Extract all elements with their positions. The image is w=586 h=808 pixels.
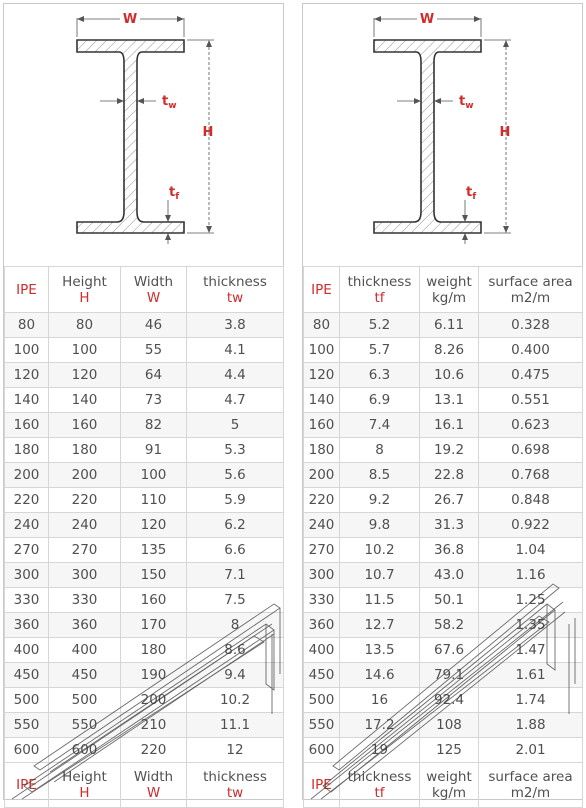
cell-thickness-tw: 12 [187,738,284,763]
cell-width: 64 [121,363,187,388]
table-row [304,488,583,513]
table-row [304,688,583,713]
table-footer-row [5,763,284,808]
cell-width: 91 [121,438,187,463]
table-row [5,413,284,438]
table-row [5,738,284,763]
header-surface-area: surface area m2/m [479,267,583,313]
table-row [304,463,583,488]
cell-surface-area: 1.88 [479,713,583,738]
tf-sub: f [175,192,180,202]
cell-height: 140 [49,388,121,413]
cell-weight: 22.8 [420,463,479,488]
left-panel [3,3,284,800]
svg-text:tf [169,185,179,202]
cell-surface-area: 1.74 [479,688,583,713]
cell-width: 160 [121,588,187,613]
cell-thickness-tw: 11.1 [187,713,284,738]
cell-ipe: 270 [304,538,340,563]
cell-ipe: 450 [304,663,340,688]
cell-ipe: 240 [5,513,49,538]
cell-height: 80 [49,313,121,338]
cell-weight: 19.2 [420,438,479,463]
cell-ipe: 550 [5,713,49,738]
table-header-row [5,267,284,313]
table-row [304,663,583,688]
cell-height: 400 [49,638,121,663]
table-row [304,638,583,663]
svg-text:tf [466,185,476,202]
cell-thickness-tf: 10.7 [340,563,420,588]
header-width: Width W [121,267,187,313]
cell-weight: 31.3 [420,513,479,538]
table-row [5,713,284,738]
svg-text:tw [459,94,474,111]
cell-height: 360 [49,613,121,638]
cell-thickness-tw: 5.6 [187,463,284,488]
cell-height: 180 [49,438,121,463]
cell-thickness-tw: 3.8 [187,313,284,338]
cell-ipe: 140 [304,388,340,413]
cell-ipe: 80 [5,313,49,338]
table-header-row [304,267,583,313]
right-panel [302,3,583,800]
cell-thickness-tf: 8 [340,438,420,463]
table-row [304,438,583,463]
cell-height: 500 [49,688,121,713]
cell-width: 220 [121,738,187,763]
cell-thickness-tw: 4.7 [187,388,284,413]
cell-ipe: 160 [304,413,340,438]
cell-thickness-tf: 12.7 [340,613,420,638]
tf-sub: f [472,192,477,202]
table-row [5,438,284,463]
cell-surface-area: 0.922 [479,513,583,538]
cell-ipe: 220 [304,488,340,513]
cell-thickness-tf: 16 [340,688,420,713]
header-weight: weight kg/m [420,267,479,313]
cell-width: 82 [121,413,187,438]
cell-weight: 58.2 [420,613,479,638]
cell-weight: 125 [420,738,479,763]
cell-ipe: 600 [5,738,49,763]
cell-ipe: 140 [5,388,49,413]
table-row [5,513,284,538]
cell-ipe: 330 [5,588,49,613]
cell-thickness-tw: 4.1 [187,338,284,363]
tf-label: t [169,185,176,200]
cell-ipe: 360 [304,613,340,638]
cell-width: 100 [121,463,187,488]
i-beam-diagram-left [4,4,283,266]
cell-ipe: 300 [304,563,340,588]
cell-weight: 13.1 [420,388,479,413]
cell-width: 150 [121,563,187,588]
cell-height: 220 [49,488,121,513]
cell-width: 73 [121,388,187,413]
tw-label: t [459,94,466,109]
cell-weight: 79.1 [420,663,479,688]
cell-ipe: 330 [304,588,340,613]
cell-surface-area: 0.551 [479,388,583,413]
footer-thickness: thickness tw [187,763,284,808]
cell-thickness-tf: 5.2 [340,313,420,338]
table-row [5,563,284,588]
header-ipe: IPE [304,267,340,313]
cell-height: 200 [49,463,121,488]
table-row [304,363,583,388]
cell-width: 135 [121,538,187,563]
cell-height: 270 [49,538,121,563]
cell-ipe: 120 [304,363,340,388]
cell-thickness-tf: 13.5 [340,638,420,663]
cell-thickness-tw: 8.6 [187,638,284,663]
cell-thickness-tf: 9.8 [340,513,420,538]
table-row [304,413,583,438]
table-row [5,488,284,513]
cell-surface-area: 0.475 [479,363,583,388]
cell-ipe: 550 [304,713,340,738]
cell-ipe: 400 [5,638,49,663]
cell-thickness-tf: 6.9 [340,388,420,413]
cell-surface-area: 0.768 [479,463,583,488]
cell-surface-area: 0.400 [479,338,583,363]
cell-thickness-tw: 7.5 [187,588,284,613]
cell-weight: 26.7 [420,488,479,513]
cell-surface-area: 1.25 [479,588,583,613]
cell-width: 46 [121,313,187,338]
cell-width: 210 [121,713,187,738]
h-label: H [202,125,214,140]
cell-thickness-tf: 9.2 [340,488,420,513]
cell-thickness-tf: 17.2 [340,713,420,738]
table-row [304,538,583,563]
cell-thickness-tw: 5.3 [187,438,284,463]
cell-width: 200 [121,688,187,713]
w-label: W [419,12,435,27]
cell-surface-area: 0.698 [479,438,583,463]
table-row [5,313,284,338]
cell-weight: 92.4 [420,688,479,713]
cell-thickness-tw: 6.2 [187,513,284,538]
table-row [304,738,583,763]
table-row [304,613,583,638]
header-ipe: IPE [5,267,49,313]
i-beam-diagram-right [303,4,582,266]
left-table [4,266,284,808]
footer-weight: weight kg/m [420,763,479,808]
footer-width: Width W [121,763,187,808]
cell-width: 55 [121,338,187,363]
cell-weight: 8.26 [420,338,479,363]
cell-width: 180 [121,638,187,663]
h-label: H [499,125,511,140]
cell-width: 110 [121,488,187,513]
cell-height: 100 [49,338,121,363]
table-row [5,663,284,688]
cell-weight: 50.1 [420,588,479,613]
table-row [5,588,284,613]
table-row [5,388,284,413]
cell-ipe: 220 [5,488,49,513]
cell-height: 600 [49,738,121,763]
cell-width: 190 [121,663,187,688]
cell-weight: 6.11 [420,313,479,338]
table-row [5,538,284,563]
cell-ipe: 270 [5,538,49,563]
svg-text:tw [162,94,177,111]
cell-thickness-tf: 5.7 [340,338,420,363]
cell-thickness-tw: 9.4 [187,663,284,688]
cell-height: 550 [49,713,121,738]
cell-surface-area: 1.61 [479,663,583,688]
cell-height: 240 [49,513,121,538]
cell-weight: 16.1 [420,413,479,438]
cell-thickness-tw: 6.6 [187,538,284,563]
footer-ipe: IPE [5,763,49,808]
header-height: Height H [49,267,121,313]
table-row [304,338,583,363]
table-row [304,713,583,738]
tf-label: t [466,185,473,200]
header-thickness: thickness tw [187,267,284,313]
cell-ipe: 100 [5,338,49,363]
cell-surface-area: 0.848 [479,488,583,513]
cell-weight: 10.6 [420,363,479,388]
cell-ipe: 360 [5,613,49,638]
cell-surface-area: 0.328 [479,313,583,338]
table-row [5,338,284,363]
cell-width: 120 [121,513,187,538]
cell-thickness-tf: 10.2 [340,538,420,563]
cell-weight: 36.8 [420,538,479,563]
table-row [304,388,583,413]
cell-weight: 67.6 [420,638,479,663]
table-row [304,313,583,338]
footer-ipe: IPE [304,763,340,808]
cell-surface-area: 1.04 [479,538,583,563]
cell-thickness-tf: 6.3 [340,363,420,388]
cell-weight: 108 [420,713,479,738]
cell-ipe: 500 [5,688,49,713]
cell-ipe: 240 [304,513,340,538]
cell-height: 120 [49,363,121,388]
table-row [304,588,583,613]
cell-ipe: 500 [304,688,340,713]
cell-thickness-tf: 8.5 [340,463,420,488]
cell-thickness-tw: 7.1 [187,563,284,588]
cell-ipe: 160 [5,413,49,438]
tw-label: t [162,94,169,109]
cell-thickness-tf: 7.4 [340,413,420,438]
cell-ipe: 180 [5,438,49,463]
cell-thickness-tw: 4.4 [187,363,284,388]
tw-sub: w [465,101,474,111]
cell-ipe: 400 [304,638,340,663]
cell-height: 160 [49,413,121,438]
right-table [303,266,583,808]
tw-sub: w [168,101,177,111]
cell-thickness-tw: 5.9 [187,488,284,513]
table-row [5,638,284,663]
cell-weight: 43.0 [420,563,479,588]
cell-height: 450 [49,663,121,688]
cell-surface-area: 2.01 [479,738,583,763]
cell-ipe: 80 [304,313,340,338]
cell-ipe: 200 [304,463,340,488]
cell-ipe: 120 [5,363,49,388]
cell-thickness-tf: 14.6 [340,663,420,688]
table-row [5,613,284,638]
cell-thickness-tw: 5 [187,413,284,438]
cell-thickness-tw: 8 [187,613,284,638]
cell-ipe: 200 [5,463,49,488]
cell-surface-area: 1.35 [479,613,583,638]
table-row [5,688,284,713]
cell-surface-area: 1.47 [479,638,583,663]
cell-surface-area: 1.16 [479,563,583,588]
cell-thickness-tw: 10.2 [187,688,284,713]
cell-surface-area: 0.623 [479,413,583,438]
table-row [304,563,583,588]
cell-thickness-tf: 19 [340,738,420,763]
w-label: W [122,12,138,27]
footer-thickness-tf: thickness tf [340,763,420,808]
cell-ipe: 600 [304,738,340,763]
footer-height: Height H [49,763,121,808]
cell-width: 170 [121,613,187,638]
table-row [304,513,583,538]
cell-ipe: 180 [304,438,340,463]
table-row [5,363,284,388]
cell-thickness-tf: 11.5 [340,588,420,613]
table-row [5,463,284,488]
cell-ipe: 450 [5,663,49,688]
table-footer-row [304,763,583,808]
cell-height: 330 [49,588,121,613]
header-thickness-tf: thickness tf [340,267,420,313]
footer-surface-area: surface area m2/m [479,763,583,808]
cell-height: 300 [49,563,121,588]
cell-ipe: 100 [304,338,340,363]
cell-ipe: 300 [5,563,49,588]
